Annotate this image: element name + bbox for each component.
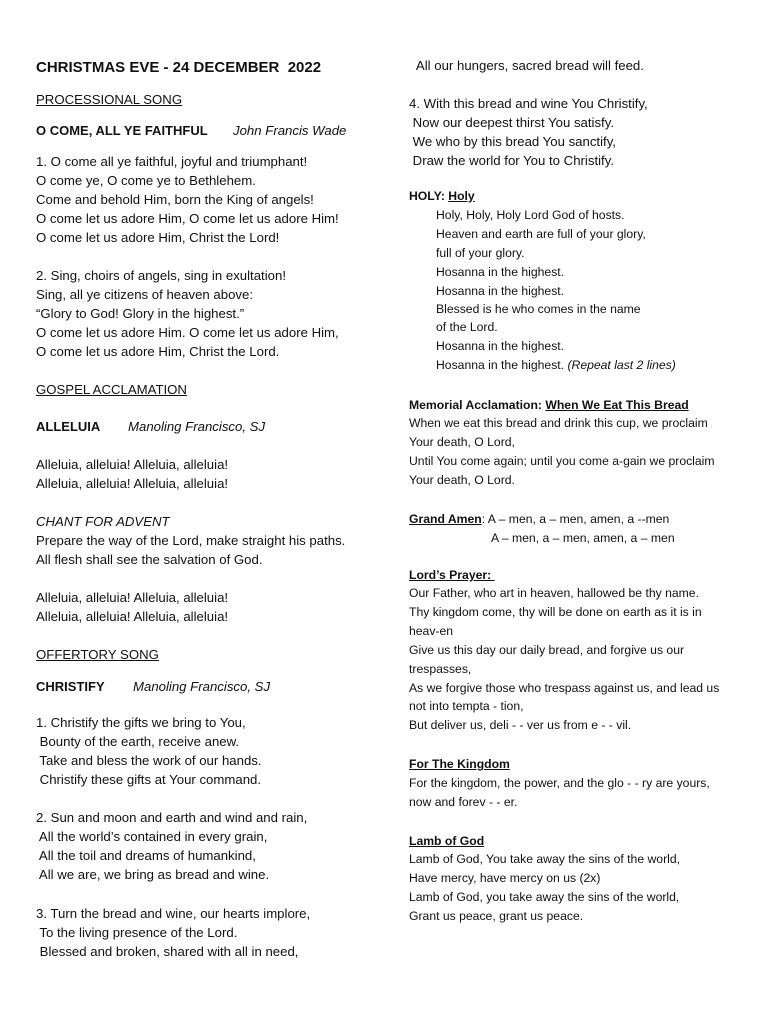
kingdom-heading: For The Kingdom xyxy=(409,757,510,771)
lords-prayer-heading: Lord’s Prayer: xyxy=(409,568,495,582)
lamb-heading: Lamb of God xyxy=(409,834,485,848)
lyric-line: When we eat this bread and drink this cup, we proclaim xyxy=(409,416,708,430)
grand-amen-label: Grand Amen xyxy=(409,512,482,526)
page-title: CHRISTMAS EVE - 24 DECEMBER 2022 xyxy=(36,59,322,76)
lyric-line: “Glory to God! Glory in the highest.” xyxy=(36,306,245,321)
lyric-line: Bounty of the earth, receive anew. xyxy=(36,734,240,749)
lyric-line: Sing, all ye citizens of heaven above: xyxy=(36,287,253,302)
gospel-song-title: ALLELUIA xyxy=(36,419,101,434)
lyric-line: Hosanna in the highest. xyxy=(436,339,565,353)
lyric-line: O come let us adore Him. O come let us adore Him, xyxy=(36,325,339,340)
lyric-line: Hosanna in the highest. xyxy=(436,284,565,298)
lyric-line: O come ye, O come ye to Bethlehem. xyxy=(36,173,256,188)
lyric-line: Come and behold Him, born the King of angels! xyxy=(36,192,314,207)
processional-author: John Francis Wade xyxy=(233,123,347,138)
lyric-line: Give us this day our daily bread, and forgive us our xyxy=(409,643,685,657)
memorial-heading xyxy=(409,396,689,415)
lyric-line: Alleluia, alleluia! Alleluia, alleluia! xyxy=(36,590,229,605)
lyric-line: We who by this bread You sanctify, xyxy=(409,134,616,149)
repeat-note: (Repeat last 2 lines) xyxy=(567,358,676,372)
grand-amen-text: : A – men, a – men, amen, a --men xyxy=(481,512,670,526)
lyric-line: O come let us adore Him, O come let us adore Him! xyxy=(36,211,339,226)
lyric-line: Alleluia, alleluia! Alleluia, alleluia! xyxy=(36,476,229,491)
lyric-line: not into tempta - tion, xyxy=(409,699,524,713)
lyric-line: heav-en xyxy=(409,624,454,638)
lyric-line: All flesh shall see the salvation of God. xyxy=(36,552,263,567)
lyric-line: Hosanna in the highest. xyxy=(436,265,565,279)
lyric-line: Christify these gifts at Your command. xyxy=(36,772,262,787)
lyric-line: Our Father, who art in heaven, hallowed be thy name. xyxy=(409,586,699,600)
holy-label: HOLY: xyxy=(409,189,449,203)
lyric-line: As we forgive those who trespass against us, and lead us xyxy=(409,681,720,695)
lyric-line: A – men, a – men, amen, a – men xyxy=(491,531,675,545)
lyric-line: Holy, Holy, Holy Lord God of hosts. xyxy=(436,208,625,222)
lyric-line: All our hungers, sacred bread will feed. xyxy=(413,58,644,73)
chant-label: CHANT FOR ADVENT xyxy=(36,514,170,529)
holy-heading xyxy=(409,187,475,206)
lyric-line: of the Lord. xyxy=(436,320,498,334)
lyric-line: Blessed and broken, shared with all in need, xyxy=(36,944,299,959)
lyric-line: Lamb of God, You take away the sins of the world, xyxy=(409,852,680,866)
gospel-author: Manoling Francisco, SJ xyxy=(128,419,266,434)
lyric-line: Until You come again; until you come a-gain we proclaim xyxy=(409,454,715,468)
lyric-line: 4. With this bread and wine You Christify, xyxy=(409,96,648,111)
memorial-label: Memorial Acclamation: xyxy=(409,398,546,412)
offertory-heading: OFFERTORY SONG xyxy=(36,647,159,662)
offertory-author: Manoling Francisco, SJ xyxy=(133,679,271,694)
gospel-heading: GOSPEL ACCLAMATION xyxy=(36,382,187,397)
processional-song-title: O COME, ALL YE FAITHFUL xyxy=(36,123,208,138)
lyric-line: 2. Sun and moon and earth and wind and rain, xyxy=(36,810,308,825)
lyric-line: For the kingdom, the power, and the glo - - ry are yours, xyxy=(409,776,710,790)
grand-amen-line xyxy=(409,510,669,529)
lyric-line: trespasses, xyxy=(409,662,472,676)
lyric-line: 1. O come all ye faithful, joyful and triumphant! xyxy=(36,154,308,169)
lyric-line: All we are, we bring as bread and wine. xyxy=(36,867,270,882)
lyric-line: O come let us adore Him, Christ the Lord! xyxy=(36,230,280,245)
lyric-line xyxy=(436,356,676,375)
lyric-line: Alleluia, alleluia! Alleluia, alleluia! xyxy=(36,609,229,624)
lyric-line: Have mercy, have mercy on us (2x) xyxy=(409,871,601,885)
lyric-line: To the living presence of the Lord. xyxy=(36,925,238,940)
lyric-line: now and forev - - er. xyxy=(409,795,518,809)
lyric-line: Prepare the way of the Lord, make straight his paths. xyxy=(36,533,346,548)
lyric-line: Blessed is he who comes in the name xyxy=(436,302,641,316)
lyric-line: But deliver us, deli - - ver us from e - - vil. xyxy=(409,718,632,732)
lyric-line: Draw the world for You to Christify. xyxy=(409,153,614,168)
lyric-line: Your death, O Lord. xyxy=(409,473,515,487)
lyric-line: Lamb of God, you take away the sins of the world, xyxy=(409,890,680,904)
lyric-line: 3. Turn the bread and wine, our hearts implore, xyxy=(36,906,311,921)
lyric-line: Heaven and earth are full of your glory, xyxy=(436,227,646,241)
lyric-line: All the world’s contained in every grain, xyxy=(36,829,268,844)
lyric-line: 1. Christify the gifts we bring to You, xyxy=(36,715,246,730)
offertory-song-title: CHRISTIFY xyxy=(36,679,105,694)
holy-last-line: Hosanna in the highest. xyxy=(436,358,568,372)
lyric-line: O come let us adore Him, Christ the Lord. xyxy=(36,344,280,359)
processional-heading: PROCESSIONAL SONG xyxy=(36,92,183,107)
memorial-title: When We Eat This Bread xyxy=(545,398,689,412)
lyric-line: All the toil and dreams of humankind, xyxy=(36,848,256,863)
lyric-line: 2. Sing, choirs of angels, sing in exultation! xyxy=(36,268,286,283)
lyric-line: Your death, O Lord, xyxy=(409,435,515,449)
holy-title: Holy xyxy=(448,189,475,203)
lyric-line: Take and bless the work of our hands. xyxy=(36,753,262,768)
lyric-line: Now our deepest thirst You satisfy. xyxy=(409,115,615,130)
lyric-line: Thy kingdom come, thy will be done on earth as it is in xyxy=(409,605,702,619)
lyric-line: Alleluia, alleluia! Alleluia, alleluia! xyxy=(36,457,229,472)
lyric-line: Grant us peace, grant us peace. xyxy=(409,909,584,923)
lyric-line: full of your glory. xyxy=(436,246,525,260)
